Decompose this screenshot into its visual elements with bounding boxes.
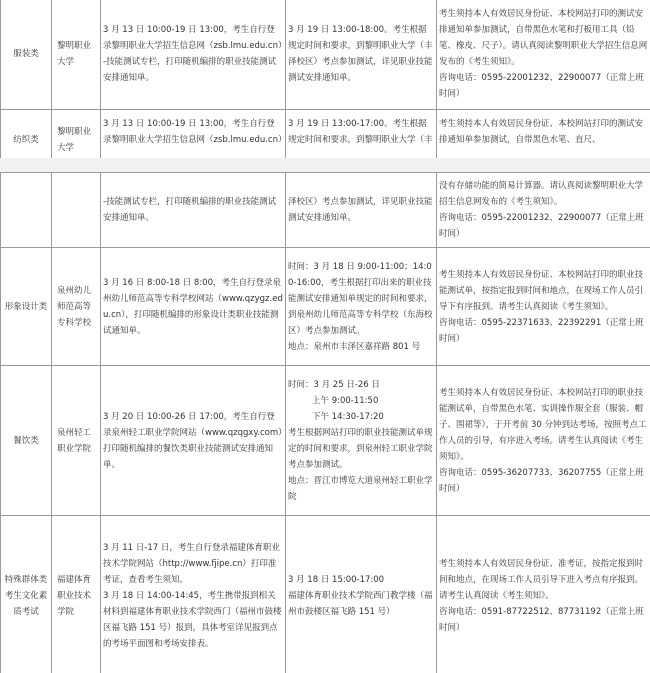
- category-cell: 纺织类: [1, 110, 52, 159]
- table-row: [1, 0, 650, 110]
- notes-cell: [437, 516, 650, 673]
- test-time-text: 3 月 18 日 15:00-17:00: [288, 574, 385, 585]
- registration-cell: 3 月 13 日 10:00-19 日 13:00，考生自行登录黎明职业大学招生信息网（zsb.lmu.edu.cn）-技能测试专栏，打印随机编排的职业技能测试安排通知单。: [101, 0, 286, 110]
- school-cell: 黎明职业大学: [52, 110, 101, 159]
- contact-text: 咨询电话：0595-22001232、22900077（正常上班时间）: [439, 213, 644, 239]
- schedule-table-bottom: [0, 172, 650, 673]
- test-time-text: 时间：3 月 18 日 9:00-11:00；14:00-16:00，考生根据打印出来的职业技能测试安排通知单规定的时间和要求，到泉州幼儿师范高等专科学校（东海校区）考点参加测试。: [288, 261, 433, 336]
- table-row: [1, 366, 650, 516]
- registration-cell: 3 月 20 日 10:00-26 日 17:00，考生自行登录泉州轻工职业学院网站（www.qzqgxy.com）打印随机编排的餐饮类职业技能测试安排通知单。: [101, 366, 286, 516]
- notes-text: 没有存储功能的简易计算器。请认真阅读黎明职业大学招生信息网发布的《考生须知》。: [439, 181, 644, 207]
- registration-step-2: 3 月 18 日 14:00-14:45，考生携带报到相关材料到福建体育职业技术学院西门（福州市鼓楼区福飞路 151 号）报到，具体考室详见报到点的考场平面图和考场安排表。: [103, 590, 282, 649]
- contact-text: 咨询电话：0595-22371633、22392291（正常上班时间）: [439, 317, 644, 344]
- registration-cell: 3 月 16 日 8:00-18 日 8:00，考生自行登录泉州幼儿师范高等专科学校网站（www.qzygz.edu.cn），打印随机编排的形象设计类职业技能测试通知单。: [101, 248, 286, 366]
- notes-text: 考生须持本人有效居民身份证、本校网站打印的职业技能测试单，按指定报到时间和地点，在现场工作人员引导下有序报到。请考生认真阅读《考生须知》。: [439, 269, 644, 312]
- registration-cell: [101, 516, 286, 673]
- table-bottom-sheet: [0, 172, 650, 673]
- registration-cell: 3 月 13 日 10:00-19 日 13:00，考生自行登录黎明职业大学招生信息网（zsb.lmu.edu.cn）: [101, 110, 286, 159]
- test-body-text: 考生根据网站打印的职业技能测试单规定的时间和要求，到泉州轻工职业学院考点参加测试。: [288, 427, 433, 470]
- table-row: [1, 110, 650, 159]
- school-cell: 泉州轻工职业学院: [52, 366, 101, 516]
- test-cell: [286, 366, 437, 516]
- notes-cell: [437, 248, 650, 366]
- table-row: [1, 173, 650, 248]
- test-cell: 泽校区）考点参加测试，详见职业技能测试安排通知单。: [286, 173, 437, 248]
- notes-cell: [437, 0, 650, 110]
- category-cell: [1, 173, 52, 248]
- category-cell: 服装类: [1, 0, 52, 110]
- school-cell: [52, 173, 101, 248]
- test-afternoon-line: 下午 14:30-17:20: [312, 411, 384, 422]
- test-cell: 3 月 19 日 13:00-17:00。考生根据规定时间和要求，到黎明职业大学（丰: [286, 110, 437, 159]
- notes-text: 考生须持本人有效居民身份证、准考证，按指定报到时间和地点，在现场工作人员引导下进入考点有序报到。请考生认真阅读《考生须知》。: [439, 558, 644, 601]
- notes-text: 考生须持本人有效居民身份证、本校网站打印的测试安排通知单参加测试，自带黑色水笔和打板用工具（铅笔、橡皮、尺子）。请认真阅读黎明职业大学招生信息网发布的《考生须知》。: [439, 8, 648, 67]
- test-place-text: 福建体育职业技术学院西门教学楼（福州市鼓楼区福飞路 151 号）: [288, 590, 433, 617]
- category-cell: 餐饮类: [1, 366, 52, 516]
- school-cell: 泉州幼儿师范高等专科学校: [52, 248, 101, 366]
- notes-cell: 考生须持本人有效居民身份证、本校网站打印的测试安排通知单参加测试，自带黑色水笔、直尺、: [437, 110, 650, 159]
- contact-text: 咨询电话：0595-36207733、36207755（正常上班时间）: [439, 467, 644, 494]
- school-cell: 黎明职业大学: [52, 0, 101, 110]
- test-cell: [286, 248, 437, 366]
- test-place-text: 地点：泉州市丰泽区嘉祥路 801 号: [288, 341, 421, 352]
- test-date-line: 时间：3 月 25 日-26 日: [288, 379, 380, 390]
- table-row: [1, 248, 650, 366]
- notes-text: 考生须持本人有效居民身份证、本校网站打印的职业技能测试单，自带黑色水笔、实训操作服全套（服装、帽子、围裙等），于开考前 30 分钟到达考场，按照考点工作人员的引导，有序进入考场。请考生认真阅读《考生须知》。: [439, 387, 647, 462]
- registration-step-1: 3 月 11 日-17 日，考生自行登录福建体育职业技术学院网站（http://www.fjipe.cn）打印准考证，查看考生须知。: [103, 542, 280, 585]
- contact-text: 咨询电话：0595-22001232、22900077（正常上班时间）: [439, 72, 644, 99]
- registration-cell: -技能测试专栏，打印随机编排的职业技能测试安排通知单。: [101, 173, 286, 248]
- school-cell: 福建体育职业技术学院: [52, 516, 101, 673]
- category-cell: 形象设计类: [1, 248, 52, 366]
- test-place-text: 地点：晋江市博览大道泉州轻工职业学院: [288, 475, 433, 502]
- table-row: [1, 516, 650, 673]
- notes-cell: [437, 173, 650, 248]
- contact-text: 咨询电话：0591-87722512、87731192（正常上班时间）: [439, 606, 644, 633]
- schedule-table-top: [0, 0, 650, 158]
- test-cell: 3 月 19 日 13:00-18:00。考生根据规定时间和要求，到黎明职业大学（丰泽校区）考点参加测试，详见职业技能测试安排通知单。: [286, 0, 437, 110]
- table-top-sheet: [0, 0, 650, 158]
- test-morning-line: 上午 9:00-11:50: [312, 395, 379, 406]
- notes-cell: [437, 366, 650, 516]
- test-cell: [286, 516, 437, 673]
- category-cell: 特殊群体类考生文化素质考试: [1, 516, 52, 673]
